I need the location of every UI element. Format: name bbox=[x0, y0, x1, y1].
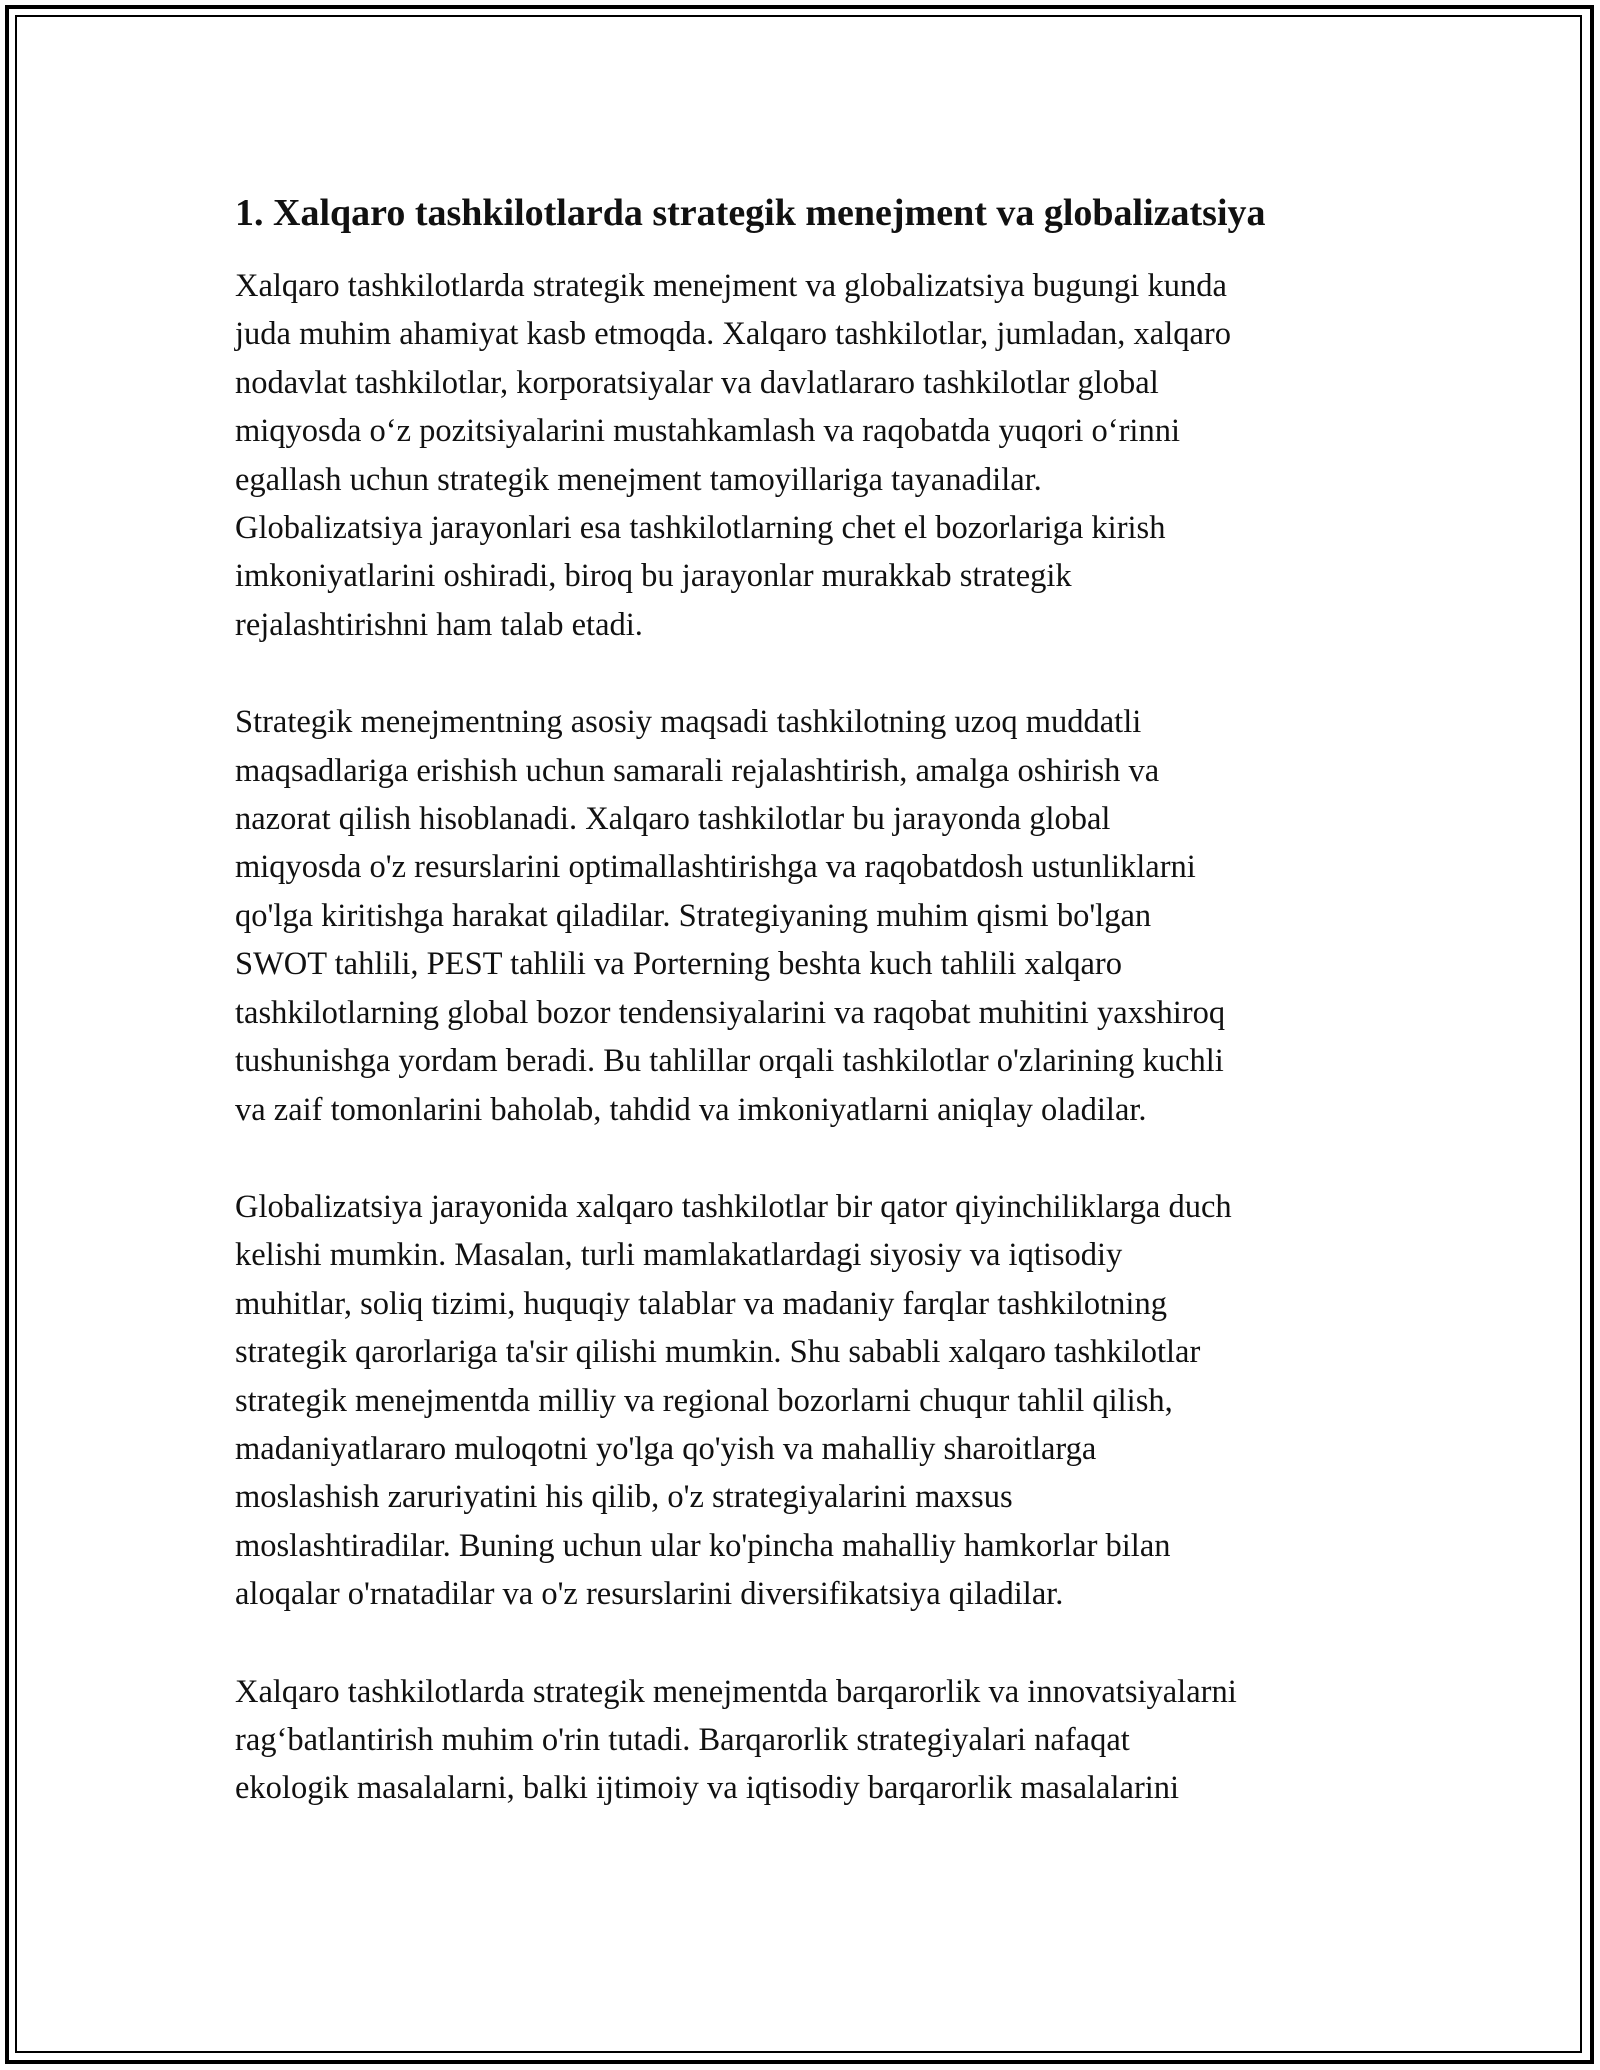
section-heading: 1. Xalqaro tashkilotlarda strategik menejment va globalizatsiya bbox=[235, 192, 1266, 234]
paragraph-3: Globalizatsiya jarayonida xalqaro tashkilotlar bir qator qiyinchiliklarga duch kelishi mumkin. Masalan, turli mamlakatlardagi siyosiy va iqtisodiy muhitlar, soliq tizimi, huquqiy talablar va madaniy farqlar tashkilotning strategik qarorlariga ta'sir qilishi mumkin. Shu sababli xalqaro tashkilotlar strategik menejmentda milliy va regional bozorlarni chuqur tahlil qilish, madaniyatlararo muloqotni yo'lga qo'yish va mahalliy sharoitlarga moslashish zaruriyatini his qilib, o'z strategiyalarini maxsus moslashtiradilar. Buning uchun ular ko'pincha mahalliy hamkorlar bilan aloqalar o'rnatadilar va o'z resurslarini diversifikatsiya qiladilar. bbox=[235, 1188, 1232, 1613]
paragraph-4: Xalqaro tashkilotlarda strategik menejmentda barqarorlik va innovatsiyalarni rag‘batlantirish muhim o'rin tutadi. Barqarorlik strategiyalari nafaqat ekologik masalalarni, balki ijtimoiy va iqtisodiy barqarorlik masalalarini bbox=[235, 1673, 1237, 1807]
document-body bbox=[235, 186, 1375, 1862]
paragraph-1: Xalqaro tashkilotlarda strategik menejment va globalizatsiya bugungi kunda juda muhim ahamiyat kasb etmoqda. Xalqaro tashkilotlar, jumladan, xalqaro nodavlat tashkilotlar, korporatsiyalar va davlatlararo tashkilotlar global miqyosda o‘z pozitsiyalarini mustahkamlash va raqobatda yuqori o‘rinni egallash uchun strategik menejment tamoyillariga tayanadilar. Globalizatsiya jarayonlari esa tashkilotlarning chet el bozorlariga kirish imkoniyatlarini oshiradi, biroq bu jarayonlar murakkab strategik rejalashtirishni ham talab etadi. bbox=[235, 268, 1231, 643]
paragraph-2: Strategik menejmentning asosiy maqsadi tashkilotning uzoq muddatli maqsadlariga erishish uchun samarali rejalashtirish, amalga oshirish va nazorat qilish hisoblanadi. Xalqaro tashkilotlar bu jarayonda global miqyosda o'z resurslarini optimallashtirishga va raqobatdosh ustunliklarni qo'lga kiritishga harakat qiladilar. Strategiyaning muhim qismi bo'lgan SWOT tahlili, PEST tahlili va Porterning beshta kuch tahlili xalqaro tashkilotlarning global bozor tendensiyalarini va raqobat muhitini yaxshiroq tushunishga yordam beradi. Bu tahlillar orqali tashkilotlar o'zlarining kuchli va zaif tomonlarini baholab, tahdid va imkoniyatlarni aniqlay oladilar. bbox=[235, 704, 1226, 1128]
